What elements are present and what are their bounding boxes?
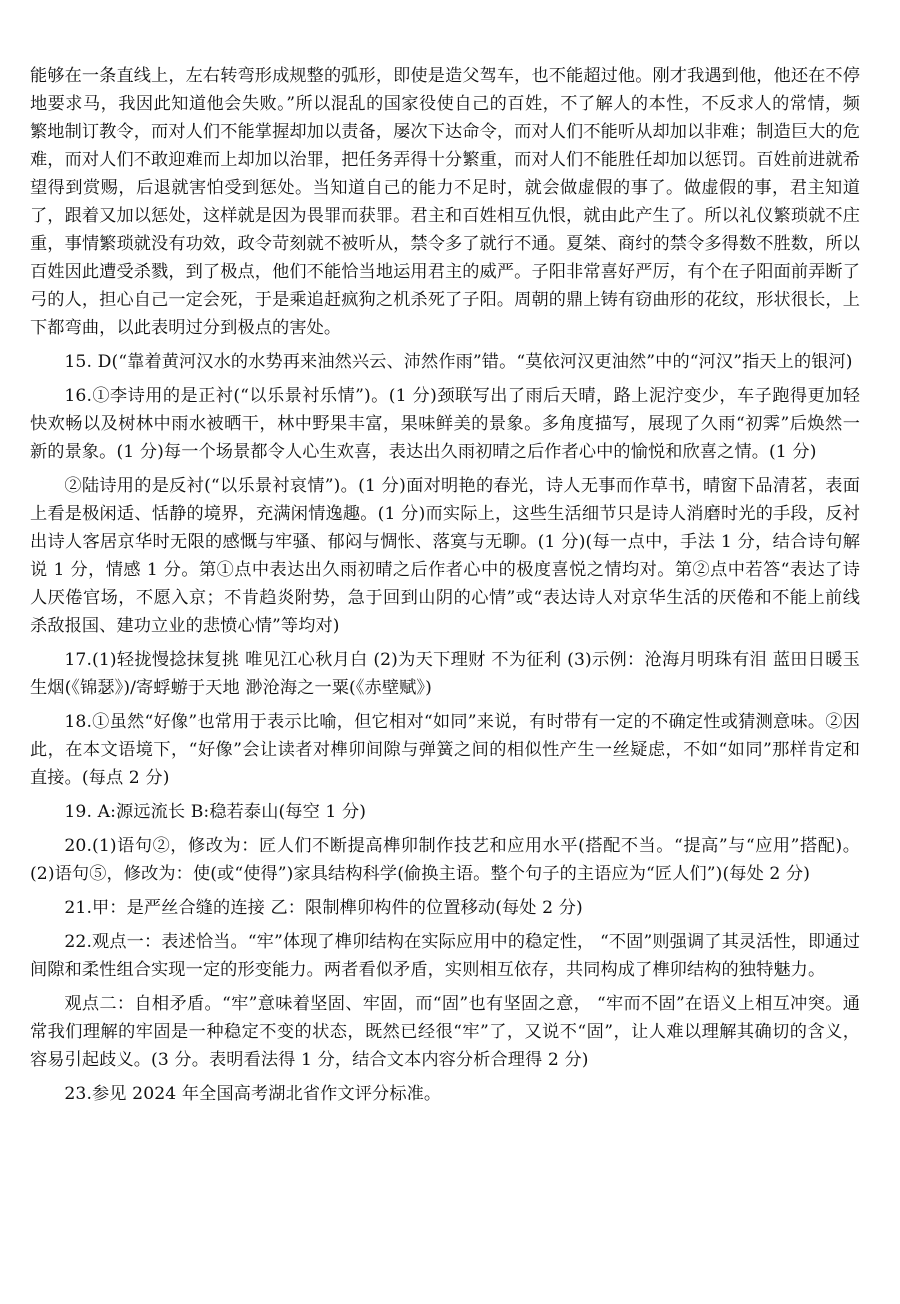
answer-22-view-1: 22.观点一：表述恰当。“牢”体现了榫卯结构在实际应用中的稳定性， “不固”则强调了其灵活性，即通过间隙和柔性组合实现一定的形变能力。两者看似矛盾，实则相互依存，共同构成了榫卯结构的独特魅力。 [30,932,860,980]
answer-15: 15. D(“靠着黄河汉水的水势再来油然兴云、沛然作雨”错。“莫依河汉更油然”中的“河汉”指天上的银河) [64,352,853,372]
answer-19: 19. A:源远流长 B:稳若泰山(每空 1 分) [64,802,367,822]
answer-18: 18.①虽然“好像”也常用于表示比喻，但它相对“如同”来说，有时带有一定的不确定性或猜测意味。②因此，在本文语境下，“好像”会让读者对榫卯间隙与弹簧之间的相似性产生一丝疑虑，不如“如同”那样肯定和直接。(每点 2 分) [30,712,860,788]
answer-20: 20.(1)语句②，修改为：匠人们不断提高榫卯制作技艺和应用水平(搭配不当。“提高”与“应用”搭配)。(2)语句⑤，修改为：使(或“使得”)家具结构科学(偷换主语。整个句子的主语应为“匠人们”)(每处 2 分) [30,836,860,884]
translation-paragraph: 能够在一条直线上，左右转弯形成规整的弧形，即使是造父驾车，也不能超过他。刚才我遇到他，他还在不停地要求马，我因此知道他会失败。”所以混乱的国家役使自己的百姓，不了解人的本性，不反求人的常情，频繁地制订教令，而对人们不能掌握却加以责备，屡次下达命令，而对人们不能听从却加以非难；制造巨大的危难，而对人们不敢迎难而上却加以治罪，把任务弄得十分繁重，而对人们不能胜任却加以惩罚。百姓前进就希望得到赏赐，后退就害怕受到惩处。当知道自己的能力不足时，就会做虚假的事了。做虚假的事，君主知道了，跟着又加以惩处，这样就是因为畏罪而获罪。君主和百姓相互仇恨，就由此产生了。所以礼仪繁琐就不庄重，事情繁琐就没有功效，政令苛刻就不被听从，禁令多了就行不通。夏桀、商纣的禁令多得数不胜数，所以百姓因此遭受杀戮，到了极点，他们不能恰当地运用君主的威严。子阳非常喜好严厉，有个在子阳面前弄断了弓的人，担心自己一定会死，于是乘追赶疯狗之机杀死了子阳。周朝的鼎上铸有窃曲形的花纹，形状很长，上下都弯曲，以此表明过分到极点的害处。 [30,66,860,338]
answer-17: 17.(1)轻拢慢捻抹复挑 唯见江心秋月白 (2)为天下理财 不为征利 (3)示例：沧海月明珠有泪 蓝田日暖玉生烟(《锦瑟》)/寄蜉蝣于天地 渺沧海之一粟(《赤壁赋》) [30,650,860,698]
answer-22-view-2: 观点二：自相矛盾。“牢”意味着坚固、牢固，而“固”也有坚固之意， “牢而不固”在语义上相互冲突。通常我们理解的牢固是一种稳定不变的状态，既然已经很“牢”了，又说不“固”，让人难以理解其确切的含义，容易引起歧义。(3 分。表明看法得 1 分，结合文本内容分析合理得 2 分) [30,994,860,1070]
answer-23: 23.参见 2024 年全国高考湖北省作文评分标准。 [64,1084,442,1104]
answer-21: 21.甲：是严丝合缝的连接 乙：限制榫卯构件的位置移动(每处 2 分) [64,898,583,918]
answer-16-part-1: 16.①李诗用的是正衬(“以乐景衬乐情”)。(1 分)颈联写出了雨后天晴，路上泥泞变少，车子跑得更加轻快欢畅以及树林中雨水被晒干，林中野果丰富，果味鲜美的景象。多角度描写，展现了久雨“初霁”后焕然一新的景象。(1 分)每一个场景都令人心生欢喜，表达出久雨初晴之后作者心中的愉悦和欣喜之情。(1 分) [30,386,860,462]
answer-16-part-2: ②陆诗用的是反衬(“以乐景衬哀情”)。(1 分)面对明艳的春光，诗人无事而作草书，晴窗下品清茗，表面上看是极闲适、恬静的境界，充满闲情逸趣。(1 分)而实际上，这些生活细节只是诗人消磨时光的手段，反衬出诗人客居京华时无限的感慨与牢骚、郁闷与惆怅、落寞与无聊。(1 分)(每一点中，手法 1 分，结合诗句解说 1 分，情感 1 分。第①点中表达出久雨初晴之后作者心中的极度喜悦之情均对。第②点中若答“表达了诗人厌倦官场，不愿入京；不肯趋炎附势，急于回到山阴的心情”或“表达诗人对京华生活的厌倦和不能上前线杀敌报国、建功立业的悲愤心情”等均对) [30,476,860,636]
answer-document [30,62,860,1114]
